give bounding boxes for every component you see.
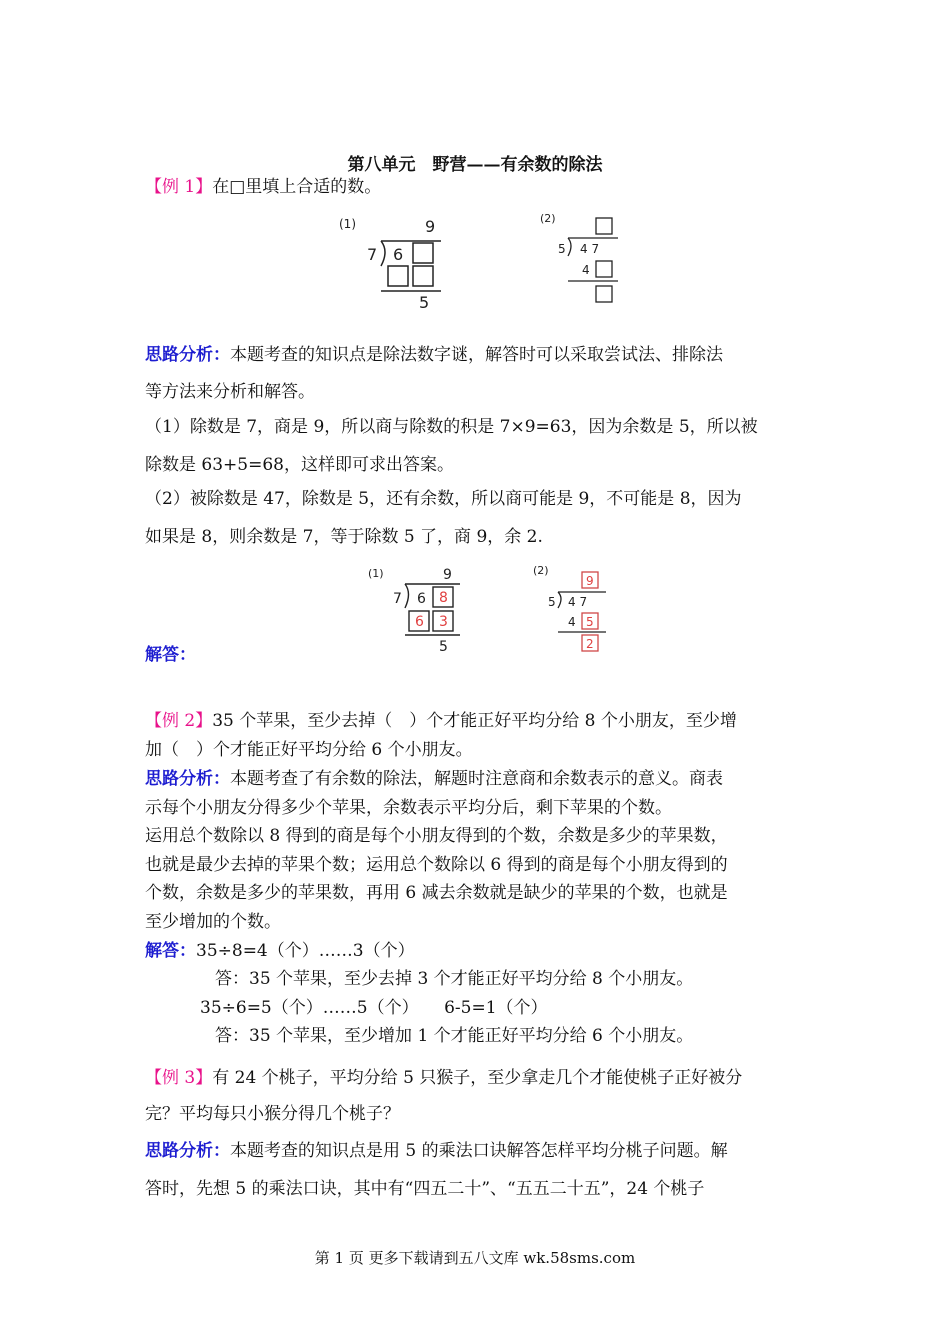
remainder-digit: 5 — [439, 639, 448, 655]
example-3-analysis-line-1 — [145, 1140, 810, 1162]
example-3-question-line-2: 完？平均每只小猴分得几个桃子？ — [145, 1104, 400, 1124]
product-digit: 4 — [582, 263, 590, 277]
divisor-digit: 7 — [367, 245, 378, 264]
divisor-digit: 5 — [558, 242, 566, 256]
example-2-tag: 【例 2】 — [145, 711, 213, 731]
filled-product-ones: 3 — [439, 614, 448, 630]
example-2-analysis-line-3: 运用总个数除以 8 得到的商是每个小朋友得到的个数，余数是多少的苹果数， — [145, 826, 728, 846]
quotient-digit: 9 — [425, 217, 436, 236]
dividend-digits: 4 7 — [568, 595, 588, 609]
example-2-analysis-line-5: 个数，余数是多少的苹果数，再用 6 减去余数就是缺少的苹果的个数，也就是 — [145, 883, 728, 903]
example-1-analysis-line-6: 如果是 8，则余数是 7，等于除数 5 了，商 9，余 2. — [145, 527, 543, 547]
filled-quotient: 9 — [586, 574, 594, 588]
dividend-tens: 6 — [417, 591, 426, 607]
analysis-text: 本题考查了有余数的除法，解题时注意商和余数表示的意义。商表 — [230, 769, 723, 789]
example-1-answer-figure-1 — [365, 560, 475, 655]
analysis-text: 本题考查的知识点是除法数字谜，解答时可以采取尝试法、排除法 — [230, 345, 723, 365]
page-footer: 第 1 页 更多下载请到五八文库 wk.58sms.com — [314, 1249, 636, 1267]
division-bracket — [558, 592, 561, 608]
figure-label: (1) — [368, 567, 384, 580]
example-1-analysis-line-5: （2）被除数是 47，除数是 5，还有余数，所以商可能是 9，不可能是 8，因为 — [145, 489, 742, 509]
example-2-answer-line-3: 35÷6=5（个）……5（个） 6-5=1（个） — [200, 998, 548, 1018]
example-3-question-line-1 — [145, 1067, 810, 1089]
blank-box — [596, 286, 612, 302]
example-2-analysis-line-4: 也就是最少去掉的苹果个数；运用总个数除以 6 得到的商是每个小朋友得到的 — [145, 855, 728, 875]
figure-label: (1) — [339, 217, 356, 231]
example-2-analysis-line-2: 示每个小朋友分得多少个苹果，余数表示平均分后，剩下苹果的个数。 — [145, 798, 672, 818]
blank-box — [388, 266, 408, 286]
quotient-digit: 9 — [443, 567, 452, 583]
dividend-digits: 4 7 — [580, 242, 600, 256]
example-3-analysis-line-2: 答时，先想 5 的乘法口诀，其中有“四五二十”、“五五二十五”，24 个桃子 — [145, 1179, 705, 1199]
analysis-label: 思路分析： — [145, 1141, 230, 1161]
example-1-analysis-line-3: （1）除数是 7，商是 9，所以商与除数的积是 7×9=63，因为余数是 5，所以被 — [145, 417, 758, 437]
example-3-tag: 【例 3】 — [145, 1068, 213, 1088]
example-1-question — [145, 176, 810, 198]
filled-product-ones: 5 — [586, 615, 594, 629]
analysis-label: 思路分析： — [145, 769, 230, 789]
analysis-text: 本题考查的知识点是用 5 的乘法口诀解答怎样平均分桃子问题。解 — [230, 1141, 728, 1161]
example-3-text: 有 24 个桃子，平均分给 5 只猴子，至少拿走几个才能使桃子正好被分 — [212, 1068, 743, 1088]
filled-product-tens: 6 — [415, 614, 424, 630]
divisor-digit: 5 — [548, 595, 556, 609]
example-1-analysis-line-1 — [145, 344, 810, 366]
division-bracket — [405, 584, 409, 608]
example-2-question-line-2: 加（ ）个才能正好平均分给 6 个小朋友。 — [145, 740, 473, 760]
example-2-answer-line-2: 答：35 个苹果，至少去掉 3 个才能正好平均分给 8 个小朋友。 — [215, 969, 694, 989]
example-1-text: 在□里填上合适的数。 — [212, 177, 382, 197]
example-1-answer-figure-2 — [530, 560, 620, 655]
divisor-digit: 7 — [393, 591, 402, 607]
example-1-figure-1 — [333, 208, 463, 313]
filled-dividend-ones: 8 — [439, 590, 448, 606]
answer-text: 35÷8=4（个）……3（个） — [196, 941, 415, 961]
example-1-analysis-line-2: 等方法来分析和解答。 — [145, 382, 315, 402]
figure-label: (2) — [533, 564, 549, 577]
blank-box — [413, 243, 433, 263]
example-1-tag: 【例 1】 — [145, 177, 213, 197]
remainder-digit: 5 — [419, 293, 430, 312]
example-1-analysis-line-4: 除数是 63+5=68，这样即可求出答案。 — [145, 455, 454, 475]
blank-box — [596, 218, 612, 234]
answer-label: 解答： — [145, 941, 196, 961]
example-2-answer-line-4: 答：35 个苹果，至少增加 1 个才能正好平均分给 6 个小朋友。 — [215, 1026, 694, 1046]
example-2-answer-line-1 — [145, 940, 810, 962]
division-bracket — [381, 241, 385, 266]
dividend-digit: 6 — [393, 245, 404, 264]
filled-remainder: 2 — [586, 637, 594, 651]
example-2-text: 35 个苹果，至少去掉（ ）个才能正好平均分给 8 个小朋友，至少增 — [212, 711, 737, 731]
division-bracket — [568, 238, 571, 256]
figure-label: (2) — [540, 212, 556, 225]
example-2-question-line-1 — [145, 710, 810, 732]
example-1-figure-2 — [538, 208, 628, 308]
page-title: 第八单元 野营——有余数的除法 — [347, 155, 603, 175]
analysis-label: 思路分析： — [145, 345, 230, 365]
product-tens: 4 — [568, 615, 576, 629]
example-2-analysis-line-1 — [145, 768, 810, 790]
example-2-analysis-line-6: 至少增加的个数。 — [145, 912, 281, 932]
blank-box — [596, 261, 612, 277]
blank-box — [413, 266, 433, 286]
example-1-answer-label: 解答： — [145, 645, 196, 665]
